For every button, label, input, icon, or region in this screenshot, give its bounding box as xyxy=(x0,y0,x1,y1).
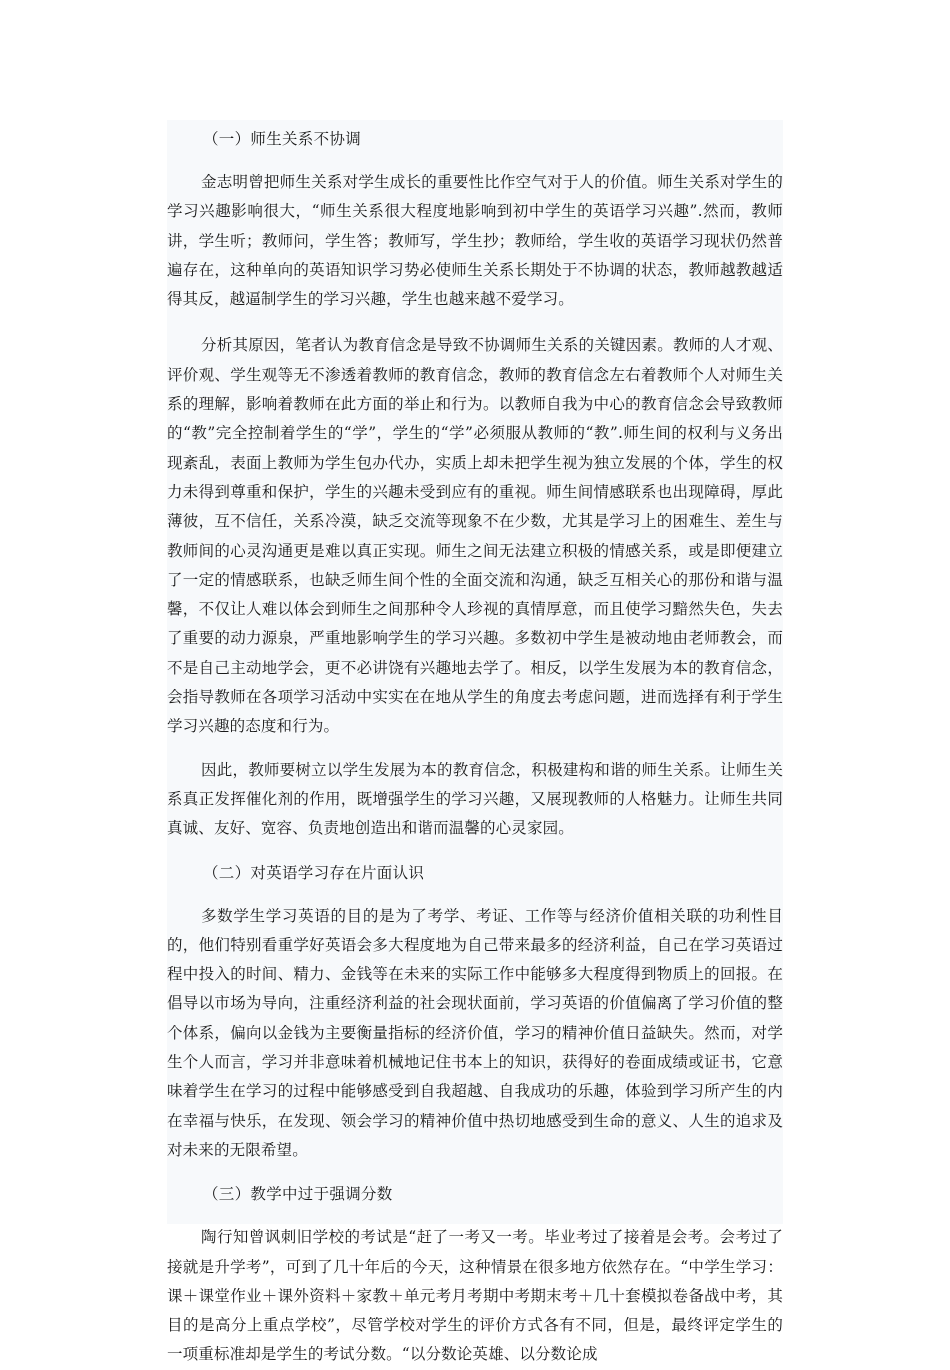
paragraph-4: 多数学生学习英语的目的是为了考学、考证、工作等与经济价值相关联的功利性目的，他们特别看重学好英语会多大程度地为自己带来最多的经济利益，自己在学习英语过程中投入的时间、精力、金钱等在未来的实际工作中能够多大程度得到物质上的回报。在倡导以市场为导向，注重经济利益的社会现状面前，学习英语的价值偏离了学习价值的整个体系，偏向以金钱为主要衡量指标的经济价值，学习的精神价值日益缺失。然而，对学生个人而言，学习并非意味着机械地记住书本上的知识，获得好的卷面成绩或证书，它意味着学生在学习的过程中能够感受到自我超越、自我成功的乐趣，体验到学习所产生的内在幸福与快乐，在发现、领会学习的精神价值中热切地感受到生命的意义、人生的追求及对未来的无限希望。 xyxy=(167,906,783,1159)
paragraph-2: 分析其原因，笔者认为教育信念是导致不协调师生关系的关键因素。教师的人才观、评价观、学生观等无不渗透着教师的教育信念，教师的教育信念左右着教师个人对师生关系的理解，影响着教师在此方面的举止和行为。以教师自我为中心的教育信念会导致教师的“教”完全控制着学生的“学”，学生的“学”必须服从教师的“教”.师生间的权利与义务出现紊乱，表面上教师为学生包办代办，实质上却未把学生视为独立发展的个体，学生的权力未得到尊重和保护，学生的兴趣未受到应有的重视。师生间情感联系也出现障碍，厚此薄彼，互不信任，关系冷漠，缺乏交流等现象不在少数，尤其是学习上的困难生、差生与教师间的心灵沟通更是难以真正实现。师生之间无法建立积极的情感关系，或是即便建立了一定的情感联系，也缺乏师生间个性的全面交流和沟通，缺乏互相关心的那份和谐与温馨，不仅让人难以体会到师生之间那种令人珍视的真情厚意，而且使学习黯然失色，失去了重要的动力源泉，严重地影响学生的学习兴趣。多数初中学生是被动地由老师教会，而不是自己主动地学会，更不必讲饶有兴趣地去学了。相反，以学生发展为本的教育信念，会指导教师在各项学习活动中实实在在地从学生的角度去考虑问题，进而选择有利于学生学习兴趣的态度和行为。 xyxy=(167,336,783,736)
paragraph-5: 陶行知曾讽刺旧学校的考试是“赶了一考又一考。毕业考过了接着是会考。会考过了接就是升学考”，可到了几十年后的今天，这种情景在很多地方依然存在。“中学生学习：课＋课堂作业＋课外资料＋家教＋单元考月考期中考期末考＋几十套模拟卷备战中考，其目的是高分上重点学校”，尽管学校对学生的评价方式各有不同，但是，最终评定学生的一项重标准却是学生的考试分数。“以分数论英雄、以分数论成 xyxy=(167,1228,783,1364)
section-heading-2: （二）对英语学习存在片面认识 xyxy=(203,863,425,882)
paragraph-1: 金志明曾把师生关系对学生成长的重要性比作空气对于人的价值。师生关系对学生的学习兴趣影响很大，“师生关系很大程度地影响到初中学生的英语学习兴趣”.然而，教师讲，学生听；教师问，学生答；教师写，学生抄；教师给，学生收的英语学习现状仍然普遍存在，这种单向的英语知识学习势必使师生关系长期处于不协调的状态，教师越教越适得其反，越逼制学生的学习兴趣，学生也越来越不爱学习。 xyxy=(167,173,783,309)
section-heading-1: （一）师生关系不协调 xyxy=(203,130,362,148)
document-page xyxy=(167,120,783,1364)
section-heading-3: （三）教学中过于强调分数 xyxy=(203,1185,393,1204)
paragraph-3: 因此，教师要树立以学生发展为本的教育信念，积极建构和谐的师生关系。让师生关系真正发挥催化剂的作用，既增强学生的学习兴趣，又展现教师的人格魅力。让师生共同真诚、友好、宽容、负责地创造出和谐而温馨的心灵家园。 xyxy=(167,760,783,838)
